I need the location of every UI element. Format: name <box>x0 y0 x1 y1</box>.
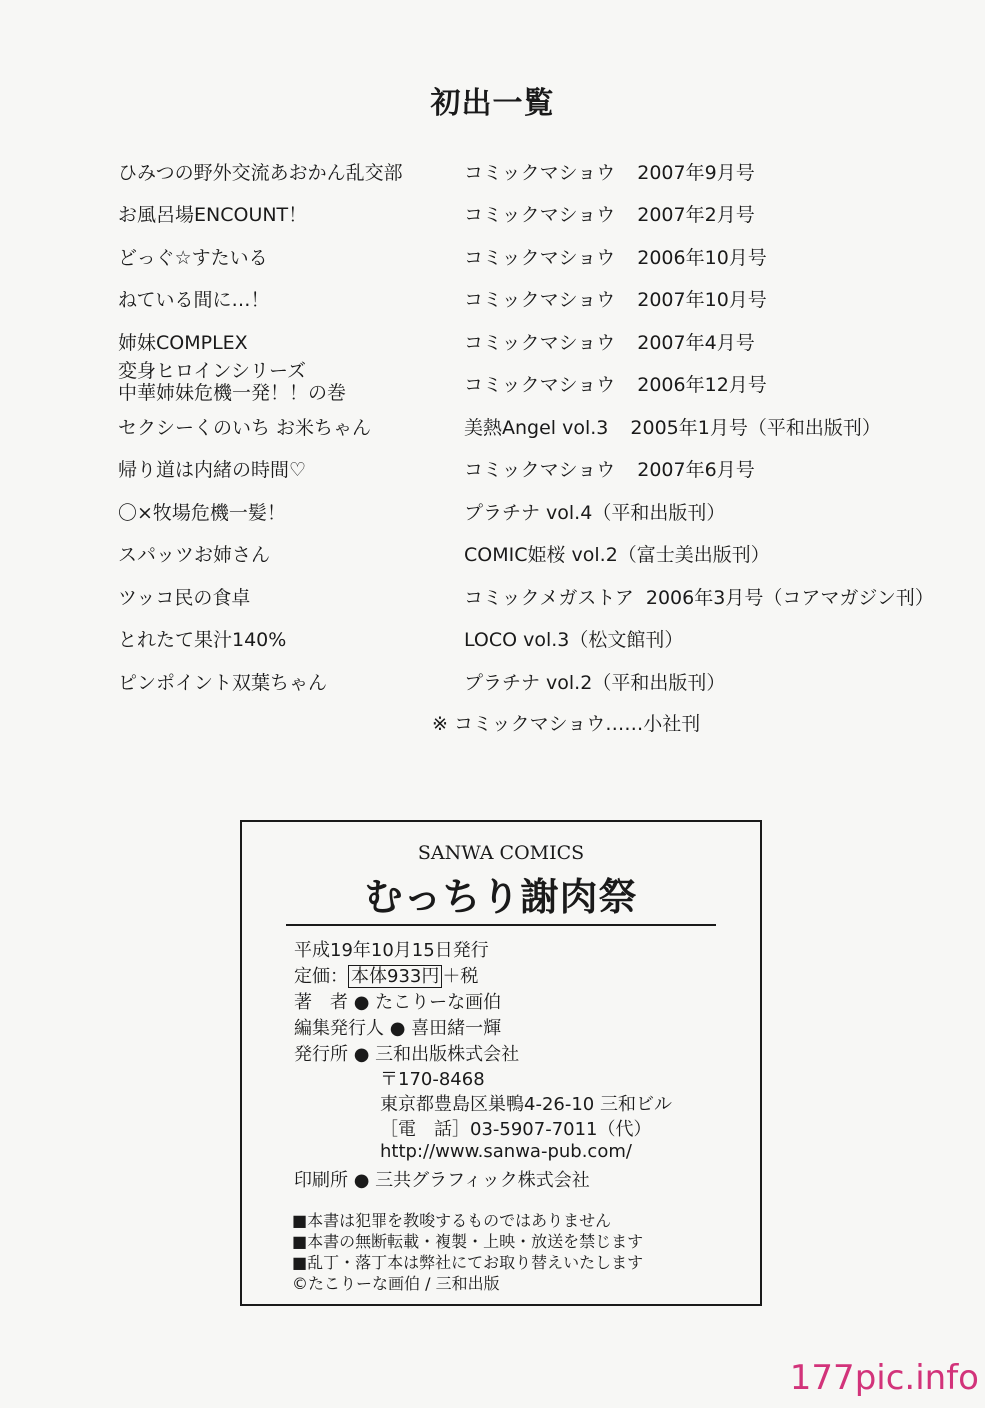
toc-source: コミックマショウ 2007年10月号 <box>464 289 767 311</box>
toc-title: ツッコ民の食卓 <box>118 587 251 609</box>
toc-row <box>0 192 985 232</box>
toc-source: コミックマショウ 2007年2月号 <box>464 204 755 226</box>
toc-title: セクシーくのいち お米ちゃん <box>118 417 372 439</box>
address: 東京都豊島区巣鴨4-26-10 三和ビル <box>380 1094 672 1115</box>
toc-source: プラチナ vol.2（平和出版刊） <box>464 672 726 694</box>
toc-title: お風呂場ENCOUNT！ <box>118 204 308 226</box>
toc-title: スパッツお姉さん <box>118 544 271 566</box>
toc-row <box>0 277 985 317</box>
toc-source: コミックマショウ 2007年4月号 <box>464 332 755 354</box>
toc-title: 変身ヒロインシリーズ 中華姉妹危機一発！！の巻 <box>118 360 347 404</box>
toc-source: 美熱Angel vol.3 2005年1月号（平和出版刊） <box>464 417 881 439</box>
colophon-box <box>240 820 762 1306</box>
toc-source: COMIC姫桜 vol.2（富士美出版刊） <box>464 544 770 566</box>
toc-row <box>0 362 985 402</box>
toc-title: ピンポイント双葉ちゃん <box>118 672 328 694</box>
issue-date: 平成19年10月15日発行 <box>294 940 489 961</box>
toc-row <box>0 532 985 572</box>
book-title: むっちり謝肉祭 <box>364 874 638 919</box>
toc-title: どっぐ☆すたいる <box>118 247 268 269</box>
toc-row <box>0 405 985 445</box>
editor: 編集発行人 ● 喜田緒一輝 <box>294 1018 502 1039</box>
printer: 印刷所 ● 三共グラフィック株式会社 <box>294 1170 590 1191</box>
publisher: 発行所 ● 三和出版株式会社 <box>294 1044 520 1065</box>
toc-row <box>0 447 985 487</box>
website-url: http://www.sanwa-pub.com/ <box>380 1141 632 1162</box>
notice: ■乱丁・落丁本は弊社にてお取り替えいたします <box>292 1253 644 1272</box>
publisher-note: ※ コミックマショウ……小社刊 <box>432 713 701 735</box>
postal-code: 〒170-8468 <box>380 1069 485 1090</box>
toc-source: プラチナ vol.4（平和出版刊） <box>464 502 726 524</box>
toc-row <box>0 617 985 657</box>
divider <box>286 924 716 926</box>
toc-title: 〇×牧場危機一髪！ <box>118 502 286 524</box>
toc-source: コミックメガストア 2006年3月号（コアマガジン刊） <box>464 587 934 609</box>
toc-title: ねている間に…！ <box>118 289 270 311</box>
toc-row <box>0 490 985 530</box>
toc-source: コミックマショウ 2006年12月号 <box>464 374 767 396</box>
toc-row <box>0 660 985 700</box>
copyright: ©たこりーな画伯 / 三和出版 <box>292 1274 500 1293</box>
price: 定価： 本体933円 ＋税 <box>294 966 479 987</box>
toc-title: 帰り道は内緒の時間♡ <box>118 459 307 481</box>
author: 著 者 ● たこりーな画伯 <box>294 992 502 1013</box>
toc-row <box>0 235 985 275</box>
notice: ■本書の無断転載・複製・上映・放送を禁じます <box>292 1232 644 1251</box>
brand-label: SANWA COMICS <box>417 842 585 864</box>
toc-title: 姉妹COMPLEX <box>118 332 248 354</box>
toc-row <box>0 575 985 615</box>
toc-source: LOCO vol.3（松文館刊） <box>464 629 684 651</box>
toc-title: とれたて果汁140% <box>118 629 287 651</box>
toc-title: ひみつの野外交流あおかん乱交部 <box>118 162 403 184</box>
phone: ［電 話］03-5907-7011（代） <box>380 1119 652 1140</box>
toc-source: コミックマショウ 2007年6月号 <box>464 459 755 481</box>
toc-row <box>0 150 985 190</box>
toc-source: コミックマショウ 2006年10月号 <box>464 247 767 269</box>
page-title: 初出一覧 <box>430 86 555 121</box>
watermark: 177pic.info <box>789 1358 979 1398</box>
notice: ■本書は犯罪を教唆するものではありません <box>292 1211 612 1230</box>
toc-source: コミックマショウ 2007年9月号 <box>464 162 755 184</box>
toc-row <box>0 320 985 360</box>
